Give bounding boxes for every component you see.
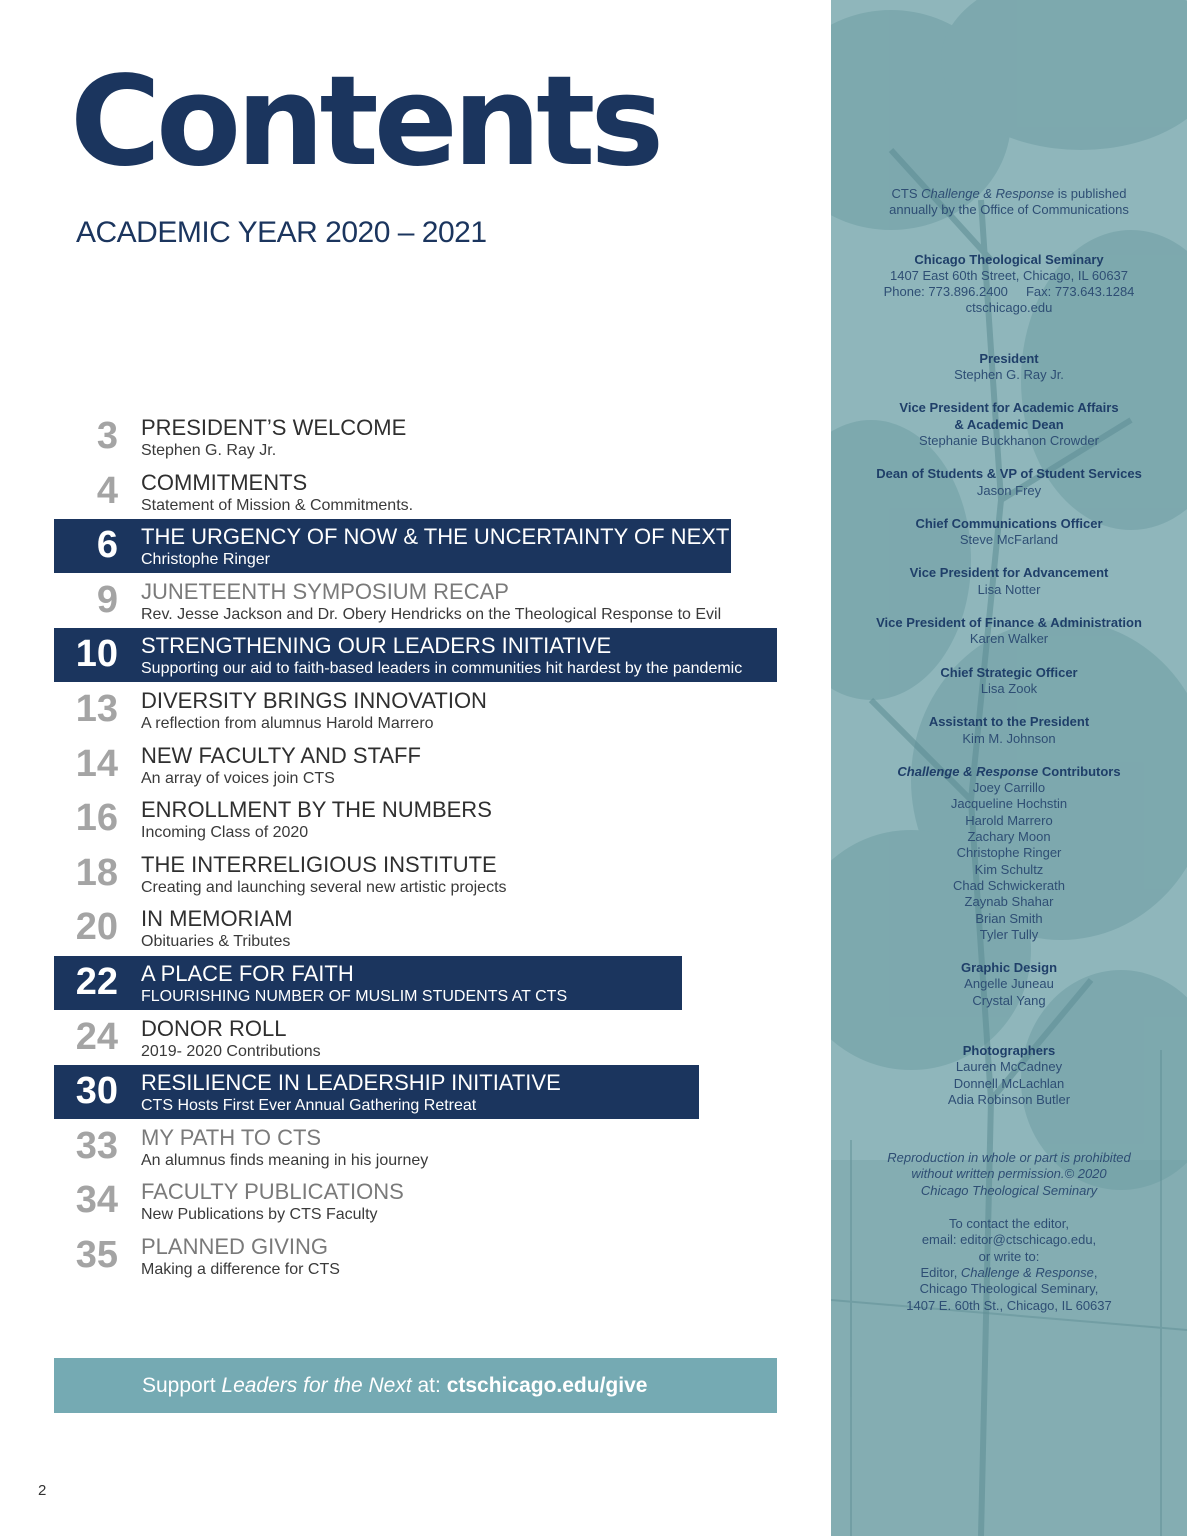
contact-line: Chicago Theological Seminary, [919, 1281, 1099, 1297]
masthead-panel [831, 0, 1187, 1536]
role-title-line-2: & Academic Dean [954, 416, 1064, 432]
toc-entry-subtitle: Obituaries & Tributes [141, 933, 291, 951]
support-banner[interactable] [54, 1358, 777, 1413]
support-url-link[interactable]: ctschicago.edu/give [446, 1374, 648, 1397]
photographers-title: Photographers [962, 1042, 1056, 1058]
contributor-name: Joey Carrillo [972, 780, 1046, 796]
editor-contact [831, 1216, 1187, 1314]
toc-entry-highlighted[interactable] [54, 628, 784, 683]
seminary-name: Chicago Theological Seminary [914, 251, 1104, 267]
masthead-role [831, 565, 1187, 598]
contact-line: or write to: [978, 1248, 1040, 1264]
toc-entry-subtitle: Making a difference for CTS [141, 1260, 340, 1278]
toc-entry[interactable] [54, 410, 784, 465]
intro-rest: is published [1054, 186, 1127, 201]
role-title: Vice President for Advancement [909, 565, 1109, 581]
toc-entry[interactable] [54, 1174, 784, 1229]
seminary-fax: Fax: 773.643.1284 [1025, 284, 1135, 300]
contact-publication-name: Challenge & Response [960, 1264, 1094, 1280]
role-title: Vice President of Finance & Administration [876, 615, 1142, 631]
toc-entry-subtitle: An array of voices join CTS [141, 769, 335, 787]
toc-entry-subtitle: FLOURISHING NUMBER OF MUSLIM STUDENTS AT CTS [141, 987, 568, 1005]
toc-entry[interactable] [54, 683, 784, 738]
toc-entry[interactable] [54, 738, 784, 793]
toc-entry-title: FACULTY PUBLICATIONS [141, 1179, 404, 1205]
contributors [831, 764, 1187, 943]
design-title: Graphic Design [960, 960, 1058, 976]
contributor-name: Zaynab Shahar [964, 894, 1054, 910]
toc-entry[interactable] [54, 1120, 784, 1175]
contributor-name: Christophe Ringer [956, 845, 1062, 861]
toc-entry-highlighted[interactable] [54, 1065, 784, 1120]
masthead-role [831, 516, 1187, 549]
toc-page-number: 30 [75, 1070, 118, 1113]
toc-page-number: 34 [75, 1179, 118, 1222]
copyright-line: without written permission.© 2020 [911, 1166, 1107, 1182]
role-name: Stephen G. Ray Jr. [954, 367, 1064, 383]
graphic-design-credits [831, 960, 1187, 1009]
role-name: Stephanie Buckhanon Crowder [919, 432, 1099, 448]
role-name: Lisa Notter [977, 581, 1041, 597]
role-name: Steve McFarland [959, 532, 1059, 548]
role-name: Jason Frey [976, 482, 1042, 498]
contact-line: Editor, [920, 1264, 961, 1280]
toc-entry[interactable] [54, 465, 784, 520]
contact-line: 1407 E. 60th St., Chicago, IL 60637 [906, 1297, 1112, 1313]
masthead-role [831, 466, 1187, 499]
toc-entry-subtitle: Statement of Mission & Commitments. [141, 496, 414, 514]
role-name: Kim M. Johnson [962, 730, 1056, 746]
page-number: 2 [38, 1482, 47, 1499]
table-of-contents [54, 410, 784, 1284]
toc-entry-title: DONOR ROLL [141, 1015, 287, 1041]
toc-page-number: 9 [96, 578, 118, 621]
toc-entry-subtitle: CTS Hosts First Ever Annual Gathering Retreat [141, 1097, 477, 1115]
role-name: Karen Walker [969, 631, 1049, 647]
toc-entry[interactable] [54, 1229, 784, 1284]
publication-note [831, 186, 1187, 219]
toc-page-number: 35 [75, 1233, 118, 1276]
support-middle: at: [411, 1374, 447, 1397]
contact-email-link[interactable]: email: editor@ctschicago.edu, [921, 1232, 1097, 1248]
toc-entry-title: COMMITMENTS [141, 469, 308, 495]
contributors-publication-name: Challenge & Response [897, 763, 1039, 779]
support-prefix: Support [142, 1374, 222, 1397]
toc-page-number: 10 [75, 633, 118, 676]
toc-entry-subtitle: Incoming Class of 2020 [141, 824, 309, 842]
role-title: Dean of Students & VP of Student Services [876, 466, 1142, 482]
intro-line-2: annually by the Office of Communications [889, 202, 1129, 218]
toc-page-number: 3 [96, 415, 118, 457]
toc-entry-subtitle: Creating and launching several new artistic projects [141, 878, 507, 896]
toc-entry-title: DIVERSITY BRINGS INNOVATION [141, 687, 487, 713]
toc-entry-subtitle: A reflection from alumnus Harold Marrero [141, 714, 434, 732]
masthead-role [831, 351, 1187, 384]
seminary-info [831, 252, 1187, 317]
toc-entry-subtitle: 2019- 2020 Contributions [141, 1042, 321, 1060]
academic-year-subtitle: ACADEMIC YEAR 2020 – 2021 [76, 216, 487, 249]
toc-entry[interactable] [54, 792, 784, 847]
contributor-name: Zachary Moon [967, 829, 1051, 845]
contributor-name: Kim Schultz [974, 861, 1044, 877]
toc-entry-title: MY PATH TO CTS [141, 1124, 322, 1150]
toc-entry-highlighted[interactable] [54, 519, 784, 574]
masthead-role [831, 615, 1187, 648]
toc-page-number: 24 [75, 1015, 118, 1058]
contact-line: To contact the editor, [949, 1216, 1069, 1232]
masthead [831, 186, 1187, 1331]
intro-publication-name: Challenge & Response [921, 186, 1055, 201]
toc-page-number: 20 [75, 906, 118, 949]
toc-entry[interactable] [54, 574, 784, 629]
role-title: Assistant to the President [928, 714, 1090, 730]
copyright-notice [831, 1150, 1187, 1199]
seminary-address: 1407 East 60th Street, Chicago, IL 60637 [889, 267, 1129, 283]
toc-entry-title: NEW FACULTY AND STAFF [141, 742, 421, 768]
seminary-website-link[interactable]: ctschicago.edu [965, 300, 1053, 316]
toc-entry-title: THE INTERRELIGIOUS INSTITUTE [141, 851, 497, 877]
contributor-name: Chad Schwickerath [953, 877, 1065, 893]
designer-name: Angelle Juneau [964, 976, 1054, 992]
copyright-line: Reproduction in whole or part is prohibited [887, 1150, 1131, 1166]
toc-entry-title: ENROLLMENT BY THE NUMBERS [141, 797, 492, 823]
role-title: President [979, 350, 1039, 366]
masthead-role [831, 714, 1187, 747]
photographer-name: Adia Robinson Butler [947, 1091, 1071, 1107]
role-title: Vice President for Academic Affairs [899, 400, 1119, 416]
photographer-credits [831, 1043, 1187, 1108]
toc-page-number: 14 [75, 742, 118, 785]
photographer-name: Lauren McCadney [955, 1059, 1063, 1075]
contact-line: , [1093, 1264, 1098, 1280]
toc-page-number: 22 [75, 960, 118, 1003]
toc-entry-title: PLANNED GIVING [141, 1233, 329, 1259]
page-title: Contents [70, 50, 660, 194]
role-name: Lisa Zook [980, 680, 1038, 696]
toc-page-number: 4 [96, 469, 118, 512]
contributor-name: Jacqueline Hochstin [950, 796, 1068, 812]
copyright-line: Chicago Theological Seminary [920, 1182, 1098, 1198]
toc-entry[interactable] [54, 847, 784, 902]
toc-page-number: 6 [96, 524, 118, 567]
seminary-phone: Phone: 773.896.2400 [883, 284, 1008, 300]
masthead-role [831, 400, 1187, 449]
contributor-name: Tyler Tully [979, 926, 1039, 942]
designer-name: Crystal Yang [972, 992, 1046, 1008]
toc-entry-title: STRENGTHENING OUR LEADERS INITIATIVE [141, 633, 612, 659]
contributor-name: Brian Smith [975, 910, 1043, 926]
toc-page-number: 16 [75, 797, 118, 840]
toc-entry-title: JUNETEENTH SYMPOSIUM RECAP [141, 578, 509, 604]
toc-entry-title: IN MEMORIAM [141, 906, 293, 932]
toc-entry[interactable] [54, 901, 784, 956]
toc-page-number: 33 [75, 1124, 118, 1167]
toc-page-number: 13 [75, 687, 118, 730]
intro-prefix: CTS [891, 186, 922, 201]
toc-entry-title: A PLACE FOR FAITH [141, 960, 354, 986]
toc-entry-subtitle: Supporting our aid to faith-based leaders in communities hit hardest by the pandemic [141, 660, 743, 678]
toc-entry-subtitle: New Publications by CTS Faculty [141, 1206, 378, 1224]
masthead-role [831, 665, 1187, 698]
contributors-title: Contributors [1038, 763, 1121, 779]
toc-page-number: 18 [75, 851, 118, 894]
role-title: Chief Strategic Officer [940, 664, 1078, 680]
toc-entry[interactable] [54, 1011, 784, 1066]
toc-entry-subtitle: Christophe Ringer [141, 551, 270, 569]
photographer-name: Donnell McLachlan [953, 1075, 1065, 1091]
toc-entry-subtitle: An alumnus finds meaning in his journey [141, 1151, 429, 1169]
toc-entry-highlighted[interactable] [54, 956, 784, 1011]
support-campaign-name: Leaders for the Next [221, 1374, 412, 1397]
toc-entry-title: PRESIDENT’S WELCOME [141, 415, 407, 440]
toc-entry-title: THE URGENCY OF NOW & THE UNCERTAINTY OF NEXT [141, 524, 730, 550]
toc-entry-subtitle: Rev. Jesse Jackson and Dr. Obery Hendricks on the Theological Response to Evil [141, 605, 722, 623]
contributor-name: Harold Marrero [965, 812, 1053, 828]
toc-entry-title: RESILIENCE IN LEADERSHIP INITIATIVE [141, 1070, 561, 1096]
role-title: Chief Communications Officer [915, 515, 1103, 531]
toc-entry-subtitle: Stephen G. Ray Jr. [141, 442, 277, 459]
